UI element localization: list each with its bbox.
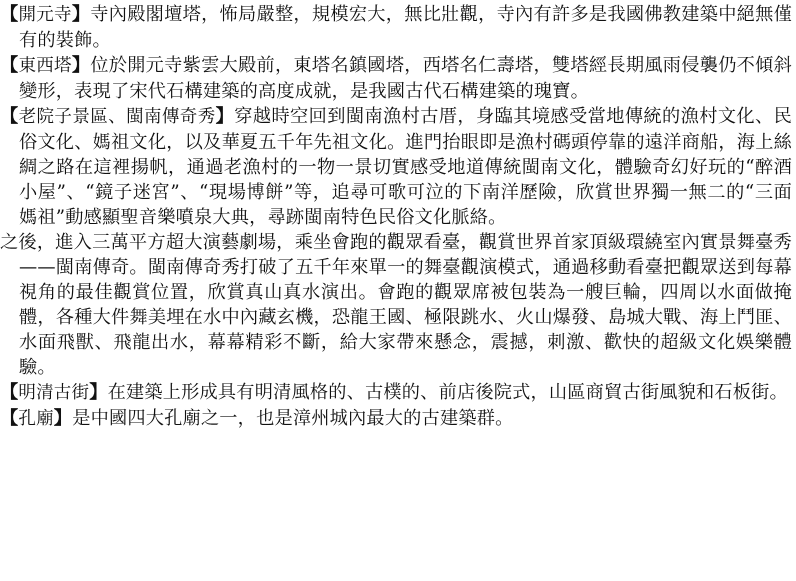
entry-tag: 東西塔	[18, 56, 72, 76]
open-bracket: 【	[0, 408, 19, 429]
entry-text: 位於開元寺紫雲大殿前，東塔名鎮國塔，西塔名仁壽塔，雙塔經長期風雨侵襲仍不傾斜變形，表現了宋代石構建築的高度成就，是我國古代石構建築的瑰寶。	[19, 55, 792, 102]
document-body	[0, 2, 792, 432]
entry-tag: 老院子景區、閩南傳奇秀	[18, 107, 216, 127]
entry-text: 是中國四大孔廟之一，也是漳州城內最大的古建築群。	[72, 408, 514, 429]
entry-old-courtyard	[0, 104, 792, 230]
entry-tag: 孔廟	[18, 409, 54, 429]
entry-tag: 開元寺	[18, 5, 72, 25]
close-bracket: 】	[215, 106, 235, 127]
open-bracket: 【	[0, 382, 19, 403]
entry-ming-qing-street	[0, 380, 792, 406]
close-bracket: 】	[89, 382, 108, 403]
open-bracket: 【	[0, 106, 19, 127]
entry-confucius-temple	[0, 406, 792, 432]
entry-east-west-pagodas	[0, 53, 792, 104]
entry-old-courtyard-continuation: 之後，進入三萬平方超大演藝劇場，乘坐會跑的觀眾看臺，觀賞世界首家頂級環繞室內實景舞臺秀——閩南傳奇。閩南傳奇秀打破了五千年來單一的舞臺觀演模式，通過移動看臺把觀眾送到每幕視角的最佳觀賞位置，欣賞真山真水演出。會跑的觀眾席被包裝為一艘巨輪，四周以水面做掩體，各種大件舞美埋在水中內藏玄機，恐龍王國、極限跳水、火山爆發、島城大戰、海上鬥匪、水面飛獸、飛龍出水，幕幕精彩不斷，給大家帶來懸念，震撼，刺激、歡快的超級文化娛樂體驗。	[0, 232, 792, 378]
entry-tag: 明清古街	[18, 383, 90, 403]
open-bracket: 【	[0, 4, 19, 25]
entry-kaiyuan-temple	[0, 2, 792, 53]
entry-text: 穿越時空回到閩南漁村古厝，身臨其境感受當地傳統的漁村文化、民俗文化、媽祖文化，以及華夏五千年先祖文化。進門抬眼即是漁村碼頭停靠的遠洋商船，海上絲綢之路在這裡揚帆，通過老漁村的一物一景切實感受地道傳統閩南文化，體驗奇幻好玩的“醉酒小屋”、“鏡子迷宮”、“現場博餅”等，追尋可歌可泣的下南洋歷險，欣賞世界獨一無二的“三面媽祖”動感顯聖音樂噴泉大典，尋跡閩南特色民俗文化脈絡。	[19, 106, 793, 228]
entry-text: 在建築上形成具有明清風格的、古樸的、前店後院式，山區商貿古街風貌和石板街。	[107, 382, 788, 403]
close-bracket: 】	[71, 55, 91, 76]
entry-text: 寺內殿閣壇塔，怖局嚴整，規模宏大，無比壯觀，寺內有許多是我國佛教建築中絕無僅有的裝飾。	[19, 4, 792, 51]
close-bracket: 】	[53, 408, 73, 429]
close-bracket: 】	[71, 4, 91, 25]
open-bracket: 【	[0, 55, 19, 76]
